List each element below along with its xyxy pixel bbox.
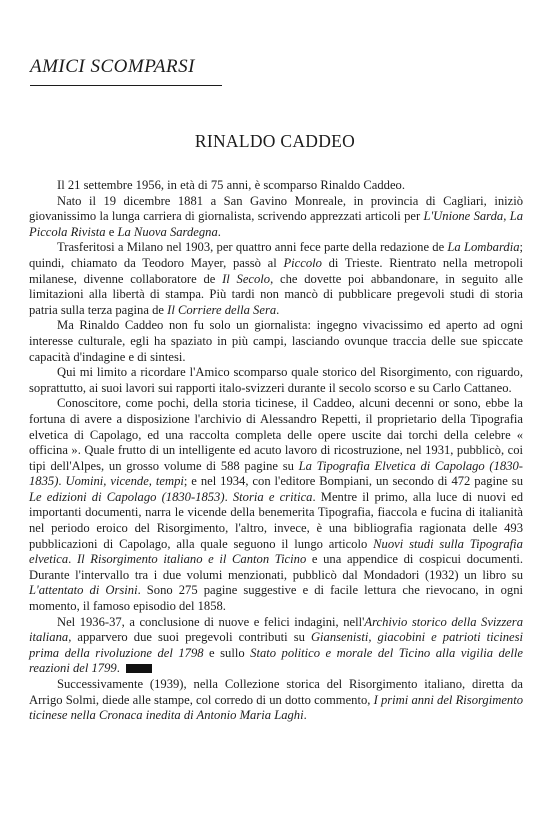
italic-run: Stato politico e morale del Ticino alla vigilia delle reazioni del 1799 (29, 645, 523, 676)
text-run: . (224, 489, 233, 504)
italic-run: Il Risorgimento italiano e il Canton Ticino (76, 552, 307, 567)
text-run: Qui mi limito a ricordare l'Amico scomparso quale storico del Risorgimento, con riguardo, soprattutto, ai suoi lavori sui rapporti italo-svizzeri durante il secolo scorso e su Carlo Cattaneo. (29, 365, 523, 395)
text-run: , apparvero due suoi pregevoli contributi su (68, 630, 311, 645)
italic-run: Giansenisti, giacobini e patrioti ticinesi prima della rivoluzione del 1798 (29, 630, 524, 660)
paragraph (29, 318, 523, 365)
text-run: ; quindi, chiamato da Teodoro Mayer, passò al (29, 240, 523, 270)
italic-run: L'attentato di Orsini (29, 583, 138, 598)
article-title: RINALDO CADDEO (194, 131, 356, 151)
italic-run: Archivio storico della Svizzera italiana (29, 614, 524, 645)
italic-run: La Tipografia Elvetica di Capolago (1830-1835) (29, 458, 523, 489)
italic-run: Piccolo (283, 255, 322, 270)
italic-run: Il Secolo (222, 271, 271, 286)
text-run: Successivamente (1939), nella Collezione storica del Risorgimento italiano, diretta da Arrigo Solmi, diede alle stampe, col corredo di un dotto commento, (29, 677, 523, 707)
text-run: e sullo (203, 645, 251, 660)
text-run: . (58, 474, 66, 489)
text-run: , che dovette poi abbandonare, in seguito alle limitazioni alla libertà di stampa. Più tardi non mancò di pubblicare pregevoli studi di storia patria sulla terza pagina de (29, 271, 523, 317)
italic-run: La Lombardia (447, 240, 520, 255)
paragraph (29, 615, 523, 677)
text-run: e una appendice di cospicui documenti. Durante l'intervallo tra i due volumi menzionati, pubblicò dal Mondadori (1932) un libro su (29, 552, 523, 582)
text-run: . Mentre il primo, alla luce di nuovi ed importanti documenti, narra le vicende della benemerita Tipografia, fiaccola e fucina di italianità nel periodo eroico del Risorgimento, l'altro, invece, è una bibliografia ragionata delle 493 pubblicazioni di Capolago, alla quale seguono il lungo articolo (29, 489, 524, 551)
text-run: . (116, 661, 120, 676)
italic-run: Nuovi studi sulla Tipografia elvetica (29, 536, 523, 567)
italic-run: Storia e critica (232, 489, 313, 504)
article-body (29, 178, 523, 724)
italic-run: La Piccola Rivista (29, 209, 523, 239)
text-run: . (68, 552, 77, 567)
text-run: , (503, 209, 510, 224)
text-run: Ma Rinaldo Caddeo non fu solo un giornalista: ingegno vivacissimo ed aperto ad ogni interesse culturale, egli ha spaziato in più campi, lasciando ovunque traccia delle sue spiccate capacità d'indagine e di sintesi. (29, 318, 523, 364)
text-run: Conoscitore, come pochi, della storia ticinese, il Caddeo, alcuni decenni or sono, ebbe la fortuna di avere a disposizione l'archivio di Alessandro Repetti, il proprietario della Tipografia elvetica di Capolago, ed una raccolta completa delle opere uscite dai torchi della celebre « officina ». Quale frutto di un intelligente ed acuto lavoro di ricostruzione, nel 1931, pubblicò, coi tipi dell'Alpes, un grosso volume di 588 pagine su (29, 396, 523, 473)
paragraph (29, 677, 523, 724)
redaction-mark (126, 664, 152, 673)
text-run: . Sono 275 pagine suggestive e di facile lettura che rievocano, in ogni momento, il famoso episodio del 1858. (29, 583, 523, 614)
text-run: . (303, 708, 307, 723)
italic-run: I primi anni del Risorgimento ticinese nella Cronaca inedita di Antonio Maria Laghi (29, 692, 524, 723)
italic-run: La Nuova Sardegna (117, 224, 218, 239)
text-run: . (217, 224, 221, 239)
italic-run: Le edizioni di Capolago (1830-1853) (29, 489, 225, 504)
paragraph (29, 240, 523, 318)
paragraph (29, 396, 523, 614)
italic-run: Uomini, vicende, tempi (65, 474, 184, 489)
text-run: ; e nel 1934, con l'editore Bompiani, un secondo di 472 pagine su (183, 474, 523, 489)
text-run: di Trieste. Rientrato nella metropoli milanese, divenne collaboratore de (29, 255, 523, 286)
text-run: Trasferitosi a Milano nel 1903, per quattro anni fece parte della redazione de (57, 240, 448, 255)
section-title: AMICI SCOMPARSI (30, 56, 195, 77)
section-rule (30, 85, 222, 86)
text-run: e (105, 224, 118, 239)
paragraph (29, 365, 523, 396)
italic-run: L'Unione Sarda (423, 209, 504, 224)
text-run: . (276, 302, 280, 317)
text-run: Nel 1936-37, a conclusione di nuove e felici indagini, nell' (57, 614, 365, 629)
paragraph (29, 194, 523, 241)
italic-run: Il Corriere della Sera (167, 302, 277, 317)
text-run: Nato il 19 dicembre 1881 a San Gavino Monreale, in provincia di Cagliari, iniziò giovanissimo la lunga carriera di giornalista, scrivendo apprezzati articoli per (29, 193, 523, 224)
paragraph (29, 178, 523, 194)
text-run: Il 21 settembre 1956, in età di 75 anni, è scomparso Rinaldo Caddeo. (57, 178, 406, 192)
